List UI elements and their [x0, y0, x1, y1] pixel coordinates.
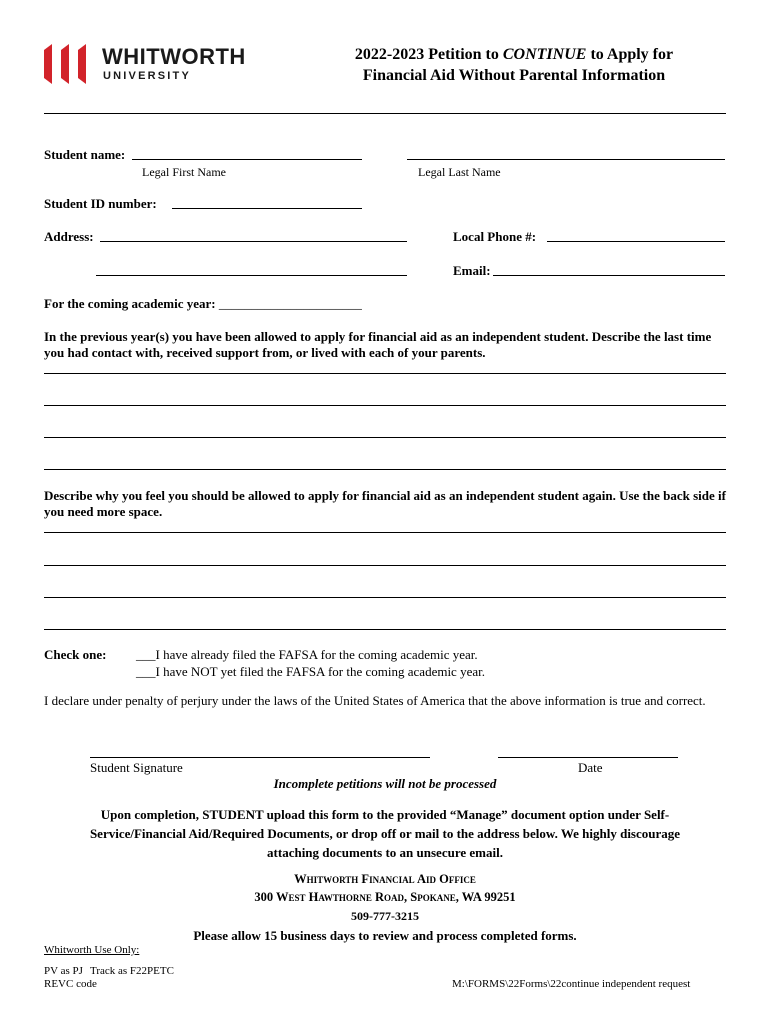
student-name-label: Student name: [44, 147, 126, 162]
legal-last-name-caption: Legal Last Name [418, 165, 501, 179]
file-path: M:\FORMS\22Forms\22continue independent request [452, 978, 691, 990]
answer-2-line-3[interactable] [44, 597, 726, 598]
office-phone: 509-777-3215 [351, 909, 419, 923]
date-label: Date [578, 760, 603, 775]
title-emphasis: CONTINUE [502, 46, 587, 63]
answer-2-line-4[interactable] [44, 629, 726, 630]
academic-year-row [44, 296, 362, 312]
logo-subtitle: UNIVERSITY [103, 70, 192, 82]
last-name-field[interactable] [407, 159, 725, 160]
fafsa-filed-option[interactable]: ___I have already filed the FAFSA for the coming academic year. [136, 647, 478, 662]
title-part-1: 2022-2023 Petition to [354, 46, 499, 63]
date-field[interactable] [498, 757, 678, 758]
address-field-line-1[interactable] [100, 241, 407, 242]
answer-1-line-3[interactable] [44, 437, 726, 438]
check-one-label: Check one: [44, 647, 107, 662]
logo-wordmark: WHITWORTH [102, 44, 246, 69]
student-signature-label: Student Signature [90, 760, 183, 775]
student-id-field[interactable] [172, 208, 362, 209]
local-phone-label: Local Phone #: [453, 229, 537, 244]
answer-1-line-1[interactable] [44, 373, 726, 374]
pv-as-label: PV as PJ [44, 965, 83, 977]
answer-1-line-4[interactable] [44, 469, 726, 470]
office-address: 300 West Hawthorne Road, Spokane, WA 99251 [254, 890, 516, 904]
title-part-2: to Apply for [590, 46, 674, 63]
title-line-2: Financial Aid Without Parental Information [362, 67, 666, 84]
processing-time-note: Please allow 15 business days to review and process completed forms. [193, 928, 577, 943]
revc-code-label: REVC code [44, 978, 97, 990]
answer-2-line-2[interactable] [44, 565, 726, 566]
email-field[interactable] [493, 275, 725, 276]
instructions-line-1: Upon completion, STUDENT upload this form to the provided “Manage” document option under Self- [100, 807, 670, 822]
page-title [318, 44, 710, 86]
fafsa-not-filed-option[interactable]: ___I have NOT yet filed the FAFSA for the coming academic year. [136, 664, 485, 679]
academic-year-field[interactable]: ______________________ [218, 296, 362, 311]
instructions-line-2: Service/Financial Aid/Required Documents, or drop off or mail to the address below. We highly discourage [89, 826, 681, 841]
office-name: Whitworth Financial Aid Office [294, 872, 476, 886]
question-1: In the previous year(s) you have been allowed to apply for financial aid as an independent student. Describe the last time you had contact with, received support from, or lived with each of your parents. [44, 329, 712, 360]
incomplete-warning: Incomplete petitions will not be processed [273, 776, 497, 791]
declaration-text: I declare under penalty of perjury under the laws of the United States of America that the above information is true and correct. [44, 693, 706, 708]
address-field-line-2[interactable] [96, 275, 407, 276]
whitworth-logo-mark-icon [44, 44, 96, 84]
header-divider [44, 113, 726, 114]
instructions-line-3: attaching documents to an unsecure email. [267, 845, 503, 860]
student-signature-field[interactable] [90, 757, 430, 758]
answer-1-line-2[interactable] [44, 405, 726, 406]
legal-first-name-caption: Legal First Name [142, 165, 226, 179]
whitworth-logo [44, 44, 264, 86]
address-label: Address: [44, 229, 94, 244]
email-label: Email: [453, 263, 491, 278]
student-id-label: Student ID number: [44, 196, 157, 211]
question-2: Describe why you feel you should be allowed to apply for financial aid as an independent student again. Use the back side if you need more space. [44, 488, 726, 519]
whitworth-use-only-label: Whitworth Use Only: [44, 944, 140, 956]
first-name-field[interactable] [132, 159, 362, 160]
academic-year-label: For the coming academic year: [44, 296, 216, 311]
local-phone-field[interactable] [547, 241, 725, 242]
answer-2-line-1[interactable] [44, 532, 726, 533]
track-as-label: Track as F22PETC [90, 965, 174, 977]
